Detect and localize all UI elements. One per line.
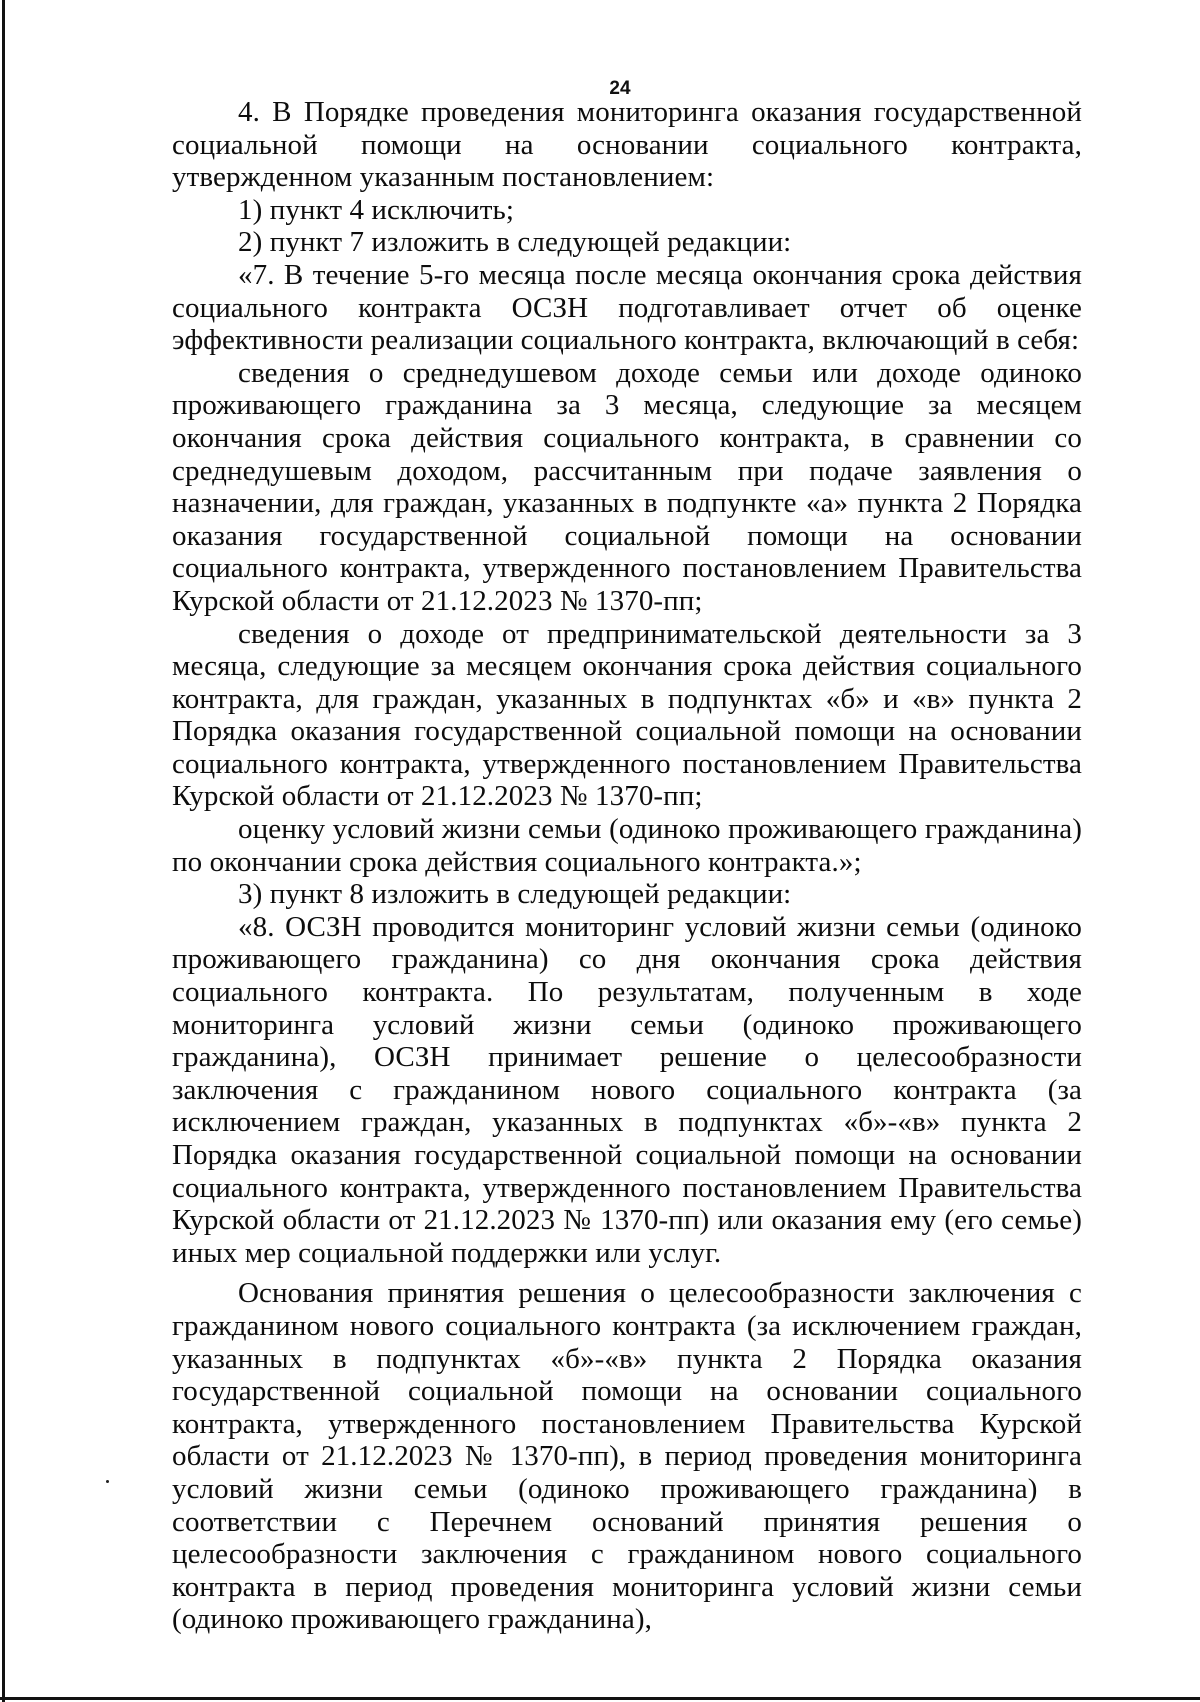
paragraph-decision-grounds: Основания принятия решения о целесообразности заключения с гражданином нового социального контракта (за исключением граждан, указанных в подпунктах «б»-«в» пункта 2 Порядка оказания государственной социальной помощи на основании социального контракта, утвержденного постановлением Правительства Курской области от 21.12.2023 № 1370-пп), в период проведения мониторинга условий жизни семьи (одиноко проживающего гражданина) в соответствии с Перечнем оснований принятия решения о целесообразности заключения с гражданином нового социального контракта в период проведения мониторинга условий жизни семьи (одиноко проживающего гражданина), [172, 1277, 1082, 1636]
scan-speck [106, 1480, 109, 1483]
scan-bottom-edge [0, 1697, 1200, 1700]
paragraph-living-conditions: оценку условий жизни семьи (одиноко проживающего гражданина) по окончании срока действия социального контракта.»; [172, 813, 1082, 878]
paragraph-point-7-quote: «7. В течение 5-го месяца после месяца окончания срока действия социального контракта ОСЗН подготавливает отчет об оценке эффективности реализации социального контракта, включающий в себя: [172, 258, 1082, 357]
document-text [172, 96, 1082, 1636]
paragraph-income-info: сведения о среднедушевом доходе семьи или доходе одиноко проживающего гражданина за 3 месяца, следующие за месяцем окончания срока действия социального контракта, в сравнении со среднедушевым доходом, рассчитанным при подаче заявления о назначении, для граждан, указанных в подпункте «а» пункта 2 Порядка оказания государственной социальной помощи на основании социального контракта, утвержденного постановлением Правительства Курской области от 21.12.2023 № 1370-пп; [172, 356, 1082, 617]
paragraph-point-8-quote: «8. ОСЗН проводится мониторинг условий жизни семьи (одиноко проживающего гражданина) со дня окончания срока действия социального контракта. По результатам, полученным в ходе мониторинга условий жизни семьи (одиноко проживающего гражданина), ОСЗН принимает решение о целесообразности заключения с гражданином нового социального контракта (за исключением граждан, указанных в подпунктах «б»-«в» пункта 2 Порядка оказания государственной социальной помощи на основании социального контракта, утвержденного постановлением Правительства Курской области от 21.12.2023 № 1370-пп) или оказания ему (его семье) иных мер социальной поддержки или услуг. [172, 910, 1082, 1269]
scan-left-edge [2, 0, 5, 1702]
paragraph-business-income-info: сведения о доходе от предпринимательской деятельности за 3 месяца, следующие за месяцем окончания срока действия социального контракта, для граждан, указанных в подпунктах «б» и «в» пункта 2 Порядка оказания государственной социальной помощи на основании социального контракта, утвержденного постановлением Правительства Курской области от 21.12.2023 № 1370-пп; [172, 617, 1082, 813]
paragraph-subitem-2: 2) пункт 7 изложить в следующей редакции: [238, 226, 792, 259]
paragraph-subitem-3: 3) пункт 8 изложить в следующей редакции: [238, 878, 792, 911]
page-number: 24 [609, 78, 631, 99]
paragraph-item-4: 4. В Порядке проведения мониторинга оказания государственной социальной помощи на основании социального контракта, утвержденном указанным постановлением: [172, 96, 1082, 194]
paragraph-subitem-1: 1) пункт 4 исключить; [238, 193, 514, 226]
